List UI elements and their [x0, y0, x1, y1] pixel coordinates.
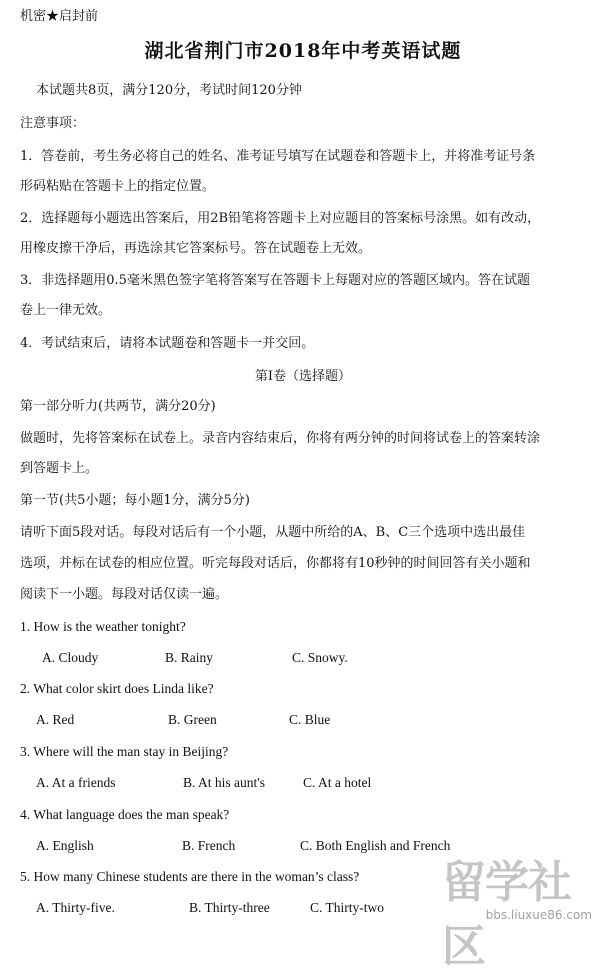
watermark-url: bbs.liuxue86.com: [485, 908, 592, 922]
question-1-option-b: B. Rainy: [165, 650, 214, 665]
question-4: 4. What language does the man speak?: [20, 807, 230, 822]
question-3: 3. Where will the man stay in Beijing?: [20, 744, 229, 759]
question-5-option-a: A. Thirty-five.: [36, 900, 115, 915]
question-5-option-c: C. Thirty-two: [310, 900, 384, 915]
question-1: 1. How is the weather tonight?: [20, 619, 186, 634]
question-3-option-b: B. At his aunt's: [183, 775, 265, 790]
notice-item-2-line-2: 用橡皮擦干净后，再选涂其它答案标号。答在试题卷上无效。: [20, 241, 372, 256]
part1-heading: 第一部分听力(共两节，满分20分): [20, 399, 216, 414]
question-2-option-a: A. Red: [36, 712, 75, 727]
notice-item-1-line-1: 1．答卷前，考生务必将自己的姓名、准考证号填写在试题卷和答题卡上，并将准考证号条: [20, 149, 536, 164]
question-4-option-a: A. English: [36, 838, 94, 853]
watermark-logo: [442, 844, 592, 972]
part1-instruction-line-1: 做题时，先将答案标在试卷上。录音内容结束后，你将有两分钟的时间将试卷上的答案转涂: [20, 431, 541, 446]
section1-instruction-line-3: 阅读下一小题。每段对话仅读一遍。: [20, 587, 229, 602]
question-5-option-b: B. Thirty-three: [189, 900, 270, 915]
volume-heading: 第Ⅰ卷（选择题）: [254, 369, 352, 384]
section1-instruction-line-1: 请听下面5段对话。每段对话后有一个小题，从题中所给的A、B、C三个选项中选出最佳: [20, 525, 526, 540]
watermark-logo-text: 留学社区: [442, 857, 571, 972]
page-title: 湖北省荆门市2018年中考英语试题: [144, 40, 462, 62]
question-1-option-a: A. Cloudy: [42, 650, 99, 665]
notice-item-2-line-1: 2．选择题每小题选出答案后，用2B铅笔将答题卡上对应题目的答案标号涂黑。如有改动，: [20, 211, 541, 226]
secret-mark: 机密★启封前: [20, 9, 99, 24]
question-5: 5. How many Chinese students are there in the woman’s class?: [20, 869, 360, 884]
question-1-option-c: C. Snowy.: [292, 650, 348, 665]
question-3-option-a: A. At a friends: [36, 775, 116, 790]
notice-item-3-line-1: 3．非选择题用0.5毫米黑色签字笔将答案写在答题卡上每题对应的答题区域内。答在试题: [20, 273, 530, 288]
question-2: 2. What color skirt does Linda like?: [20, 681, 214, 696]
notice-item-1-line-2: 形码粘贴在答题卡上的指定位置。: [20, 179, 216, 194]
notice-item-3-line-2: 卷上一律无效。: [20, 303, 112, 318]
exam-intro: 本试题共8页，满分120分，考试时间120分钟: [36, 83, 302, 98]
notice-item-4-line-1: 4．考试结束后，请将本试题卷和答题卡一并交回。: [20, 336, 315, 351]
section1-heading: 第一节(共5小题；每小题1分，满分5分): [20, 493, 250, 508]
section1-instruction-line-2: 选项，并标在试卷的相应位置。听完每段对话后，你都将有10秒钟的时间回答有关小题和: [20, 556, 531, 571]
notice-heading: 注意事项：: [20, 116, 86, 131]
question-2-option-c: C. Blue: [289, 712, 331, 727]
question-2-option-b: B. Green: [168, 712, 217, 727]
question-4-option-b: B. French: [182, 838, 236, 853]
question-4-option-c: C. Both English and French: [300, 838, 451, 853]
part1-instruction-line-2: 到答题卡上。: [20, 461, 99, 476]
question-3-option-c: C. At a hotel: [303, 775, 372, 790]
